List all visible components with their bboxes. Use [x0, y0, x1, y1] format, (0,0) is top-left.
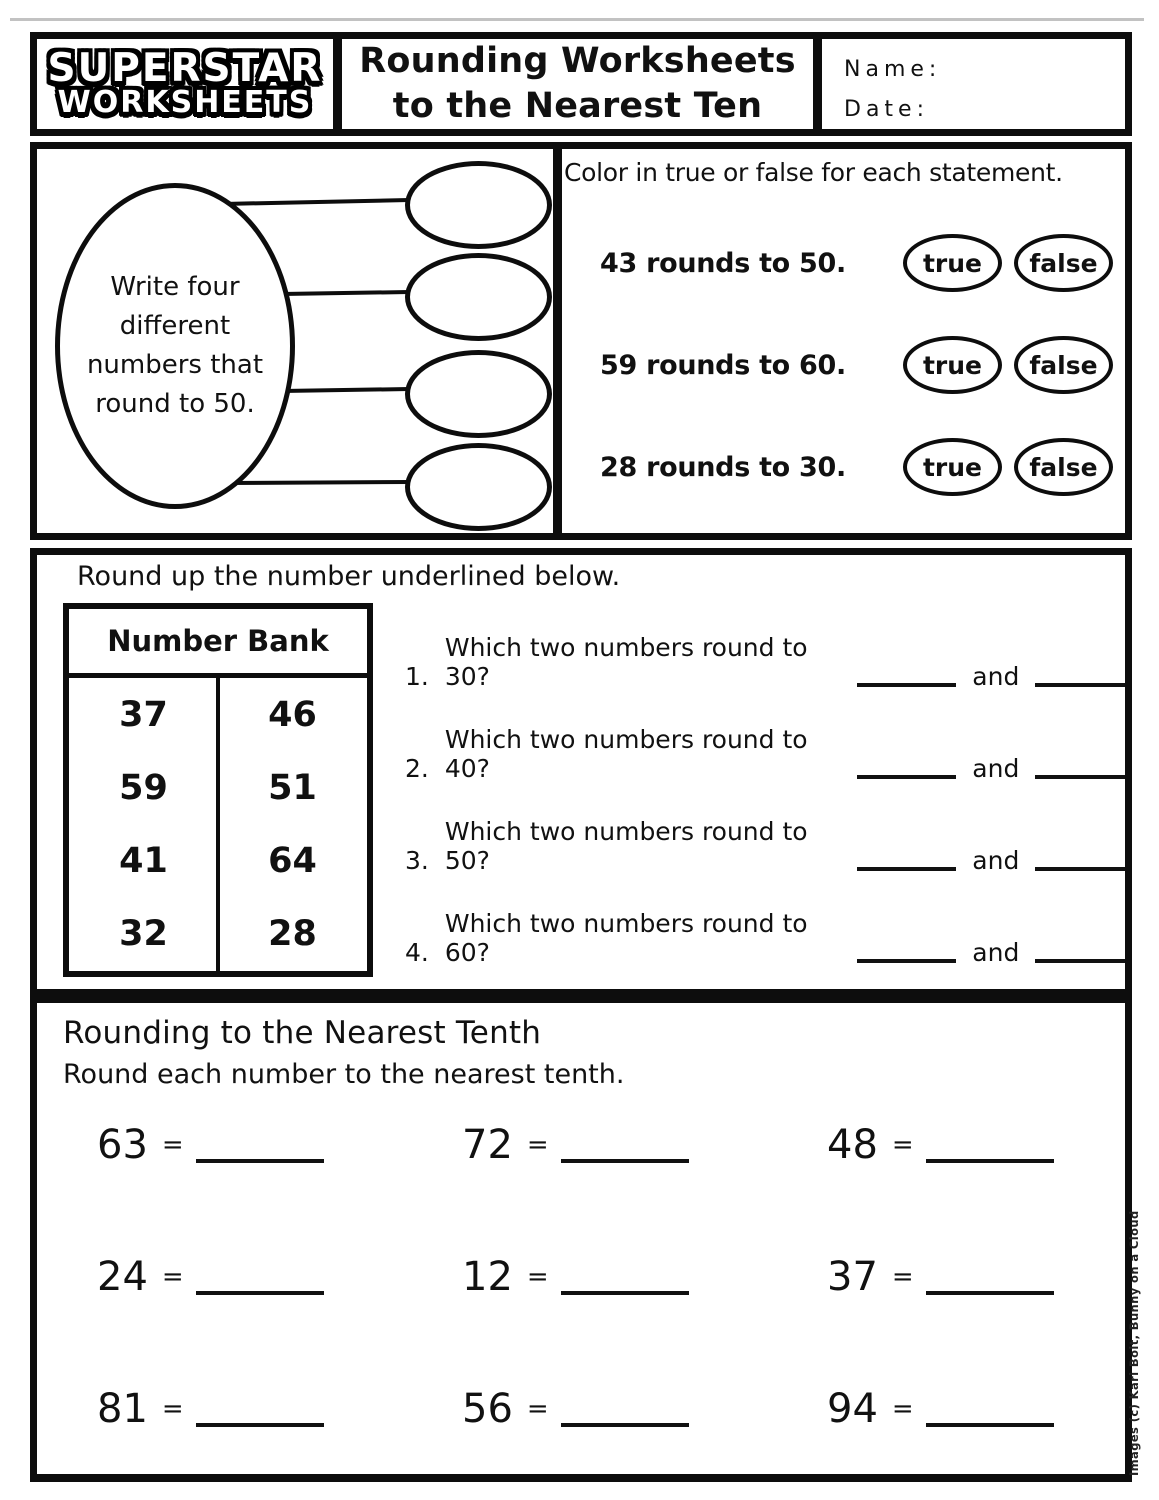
- nearest-tenth-title: Rounding to the Nearest Tenth: [63, 1015, 542, 1051]
- bank-number: 28: [268, 914, 317, 955]
- answer-blank[interactable]: [561, 1277, 689, 1295]
- logo: [37, 39, 333, 129]
- true-false-row-3: [564, 435, 1125, 499]
- name-date-box: [822, 39, 1125, 129]
- problem-number: 81: [97, 1386, 148, 1432]
- equals-sign: =: [161, 1394, 184, 1424]
- problem: [827, 1386, 1159, 1432]
- answer-blank[interactable]: [857, 763, 956, 779]
- connector-line: [223, 200, 409, 204]
- header-divider-2: [813, 39, 822, 129]
- answer-blank[interactable]: [1035, 671, 1125, 687]
- statement-text: 28 rounds to 30.: [600, 451, 846, 483]
- equals-sign: =: [526, 1262, 549, 1292]
- problem-number: 48: [827, 1122, 878, 1168]
- image-credit: Images (c) Kari Bolt, Bunny on a Cloud: [1127, 1210, 1141, 1476]
- problem-number: 37: [827, 1254, 878, 1300]
- scan-edge-line: [10, 18, 1144, 21]
- true-false-instruction: Color in true or false for each statement.: [564, 158, 1063, 187]
- bank-number: 64: [268, 841, 317, 882]
- logo-line1: SUPERSTAR: [47, 46, 323, 92]
- answer-oval-2[interactable]: [405, 253, 552, 341]
- date-label: Date:: [844, 96, 929, 122]
- header-divider-1: [333, 39, 342, 129]
- true-false-row-2: [564, 333, 1125, 397]
- name-field-row: [844, 52, 1125, 86]
- title-line1: Rounding Worksheets: [359, 40, 796, 81]
- date-input-area[interactable]: [929, 94, 1125, 124]
- problem: [97, 1122, 462, 1168]
- date-field-row: [844, 92, 1125, 126]
- header-bar: [30, 32, 1132, 136]
- question-row-3: [405, 817, 1125, 875]
- bank-number: 59: [119, 767, 168, 808]
- connector-line: [223, 482, 409, 483]
- bank-number: 37: [119, 694, 168, 735]
- conjunction: and: [972, 662, 1020, 691]
- question-text: Which two numbers round to 60?: [444, 909, 808, 967]
- answer-oval-3[interactable]: [405, 350, 552, 438]
- answer-blank[interactable]: [196, 1277, 324, 1295]
- answer-blank[interactable]: [561, 1409, 689, 1427]
- name-label: Name:: [844, 56, 942, 82]
- answer-oval-1[interactable]: [405, 161, 552, 249]
- equals-sign: =: [891, 1394, 914, 1424]
- statement-text: 43 rounds to 50.: [600, 247, 846, 279]
- false-oval-1[interactable]: false: [1014, 234, 1113, 292]
- name-input-area[interactable]: [941, 54, 1125, 84]
- problem: [97, 1254, 462, 1300]
- problem: [827, 1254, 1159, 1300]
- equals-sign: =: [161, 1262, 184, 1292]
- problem-row-3: [97, 1386, 1159, 1432]
- false-oval-2[interactable]: false: [1014, 336, 1113, 394]
- answer-blank[interactable]: [926, 1409, 1054, 1427]
- conjunction: and: [972, 754, 1020, 783]
- section1-divider: [553, 149, 562, 533]
- prompt-oval: [55, 183, 295, 509]
- question-text: Which two numbers round to 50?: [444, 817, 808, 875]
- write-numbers-prompt: Write four different numbers that round to 50.: [86, 272, 264, 419]
- answer-blank[interactable]: [857, 855, 956, 871]
- logo-line2: WORKSHEETS: [57, 85, 313, 121]
- problem-number: 94: [827, 1386, 878, 1432]
- true-oval-2[interactable]: true: [903, 336, 1002, 394]
- problem-number: 63: [97, 1122, 148, 1168]
- answer-blank[interactable]: [1035, 763, 1125, 779]
- true-oval-1[interactable]: true: [903, 234, 1002, 292]
- answer-blank[interactable]: [926, 1145, 1054, 1163]
- answer-blank[interactable]: [196, 1145, 324, 1163]
- equals-sign: =: [526, 1394, 549, 1424]
- problem: [462, 1254, 827, 1300]
- number-bank-title: Number Bank: [69, 609, 367, 678]
- nearest-tenth-instruction: Round each number to the nearest tenth.: [63, 1059, 625, 1090]
- problem: [462, 1386, 827, 1432]
- answer-blank[interactable]: [1035, 855, 1125, 871]
- problem: [97, 1386, 462, 1432]
- problem-number: 12: [462, 1254, 513, 1300]
- answer-blank[interactable]: [926, 1277, 1054, 1295]
- bank-number: 41: [119, 841, 168, 882]
- true-oval-3[interactable]: true: [903, 438, 1002, 496]
- worksheet-title: [342, 39, 813, 129]
- conjunction: and: [972, 846, 1020, 875]
- number-bank-table: [63, 603, 373, 977]
- answer-blank[interactable]: [857, 947, 956, 963]
- bank-numbers: [69, 678, 367, 971]
- question-row-2: [405, 725, 1125, 783]
- answer-blank[interactable]: [857, 671, 956, 687]
- false-oval-3[interactable]: false: [1014, 438, 1113, 496]
- equals-sign: =: [891, 1262, 914, 1292]
- question-number: 4.: [405, 938, 429, 967]
- question-number: 3.: [405, 846, 429, 875]
- bank-number: 46: [268, 694, 317, 735]
- connector-line: [282, 292, 409, 294]
- question-text: Which two numbers round to 30?: [444, 633, 808, 691]
- problem-number: 24: [97, 1254, 148, 1300]
- question-number: 2.: [405, 754, 429, 783]
- problem: [827, 1122, 1159, 1168]
- section-write-and-truefalse: [30, 142, 1132, 540]
- connector-line: [282, 389, 409, 391]
- conjunction: and: [972, 938, 1020, 967]
- problem-number: 72: [462, 1122, 513, 1168]
- problem-number: 56: [462, 1386, 513, 1432]
- equals-sign: =: [891, 1130, 914, 1160]
- answer-blank[interactable]: [561, 1145, 689, 1163]
- equals-sign: =: [526, 1130, 549, 1160]
- bank-number: 51: [268, 767, 317, 808]
- true-false-row-1: [564, 231, 1125, 295]
- section-nearest-tenth: [30, 996, 1132, 1482]
- answer-blank[interactable]: [196, 1409, 324, 1427]
- bank-number: 32: [119, 914, 168, 955]
- problem-row-1: [97, 1122, 1159, 1168]
- question-row-1: [405, 633, 1125, 691]
- answer-blank[interactable]: [1035, 947, 1125, 963]
- statement-text: 59 rounds to 60.: [600, 349, 846, 381]
- question-row-4: [405, 909, 1125, 967]
- problem: [462, 1122, 827, 1168]
- number-bank-instruction: Round up the number underlined below.: [77, 561, 621, 592]
- problem-row-2: [97, 1254, 1159, 1300]
- question-number: 1.: [405, 662, 429, 691]
- equals-sign: =: [161, 1130, 184, 1160]
- title-line2: to the Nearest Ten: [392, 86, 763, 126]
- answer-oval-4[interactable]: [405, 443, 552, 531]
- section-number-bank: [30, 548, 1132, 996]
- question-text: Which two numbers round to 40?: [444, 725, 808, 783]
